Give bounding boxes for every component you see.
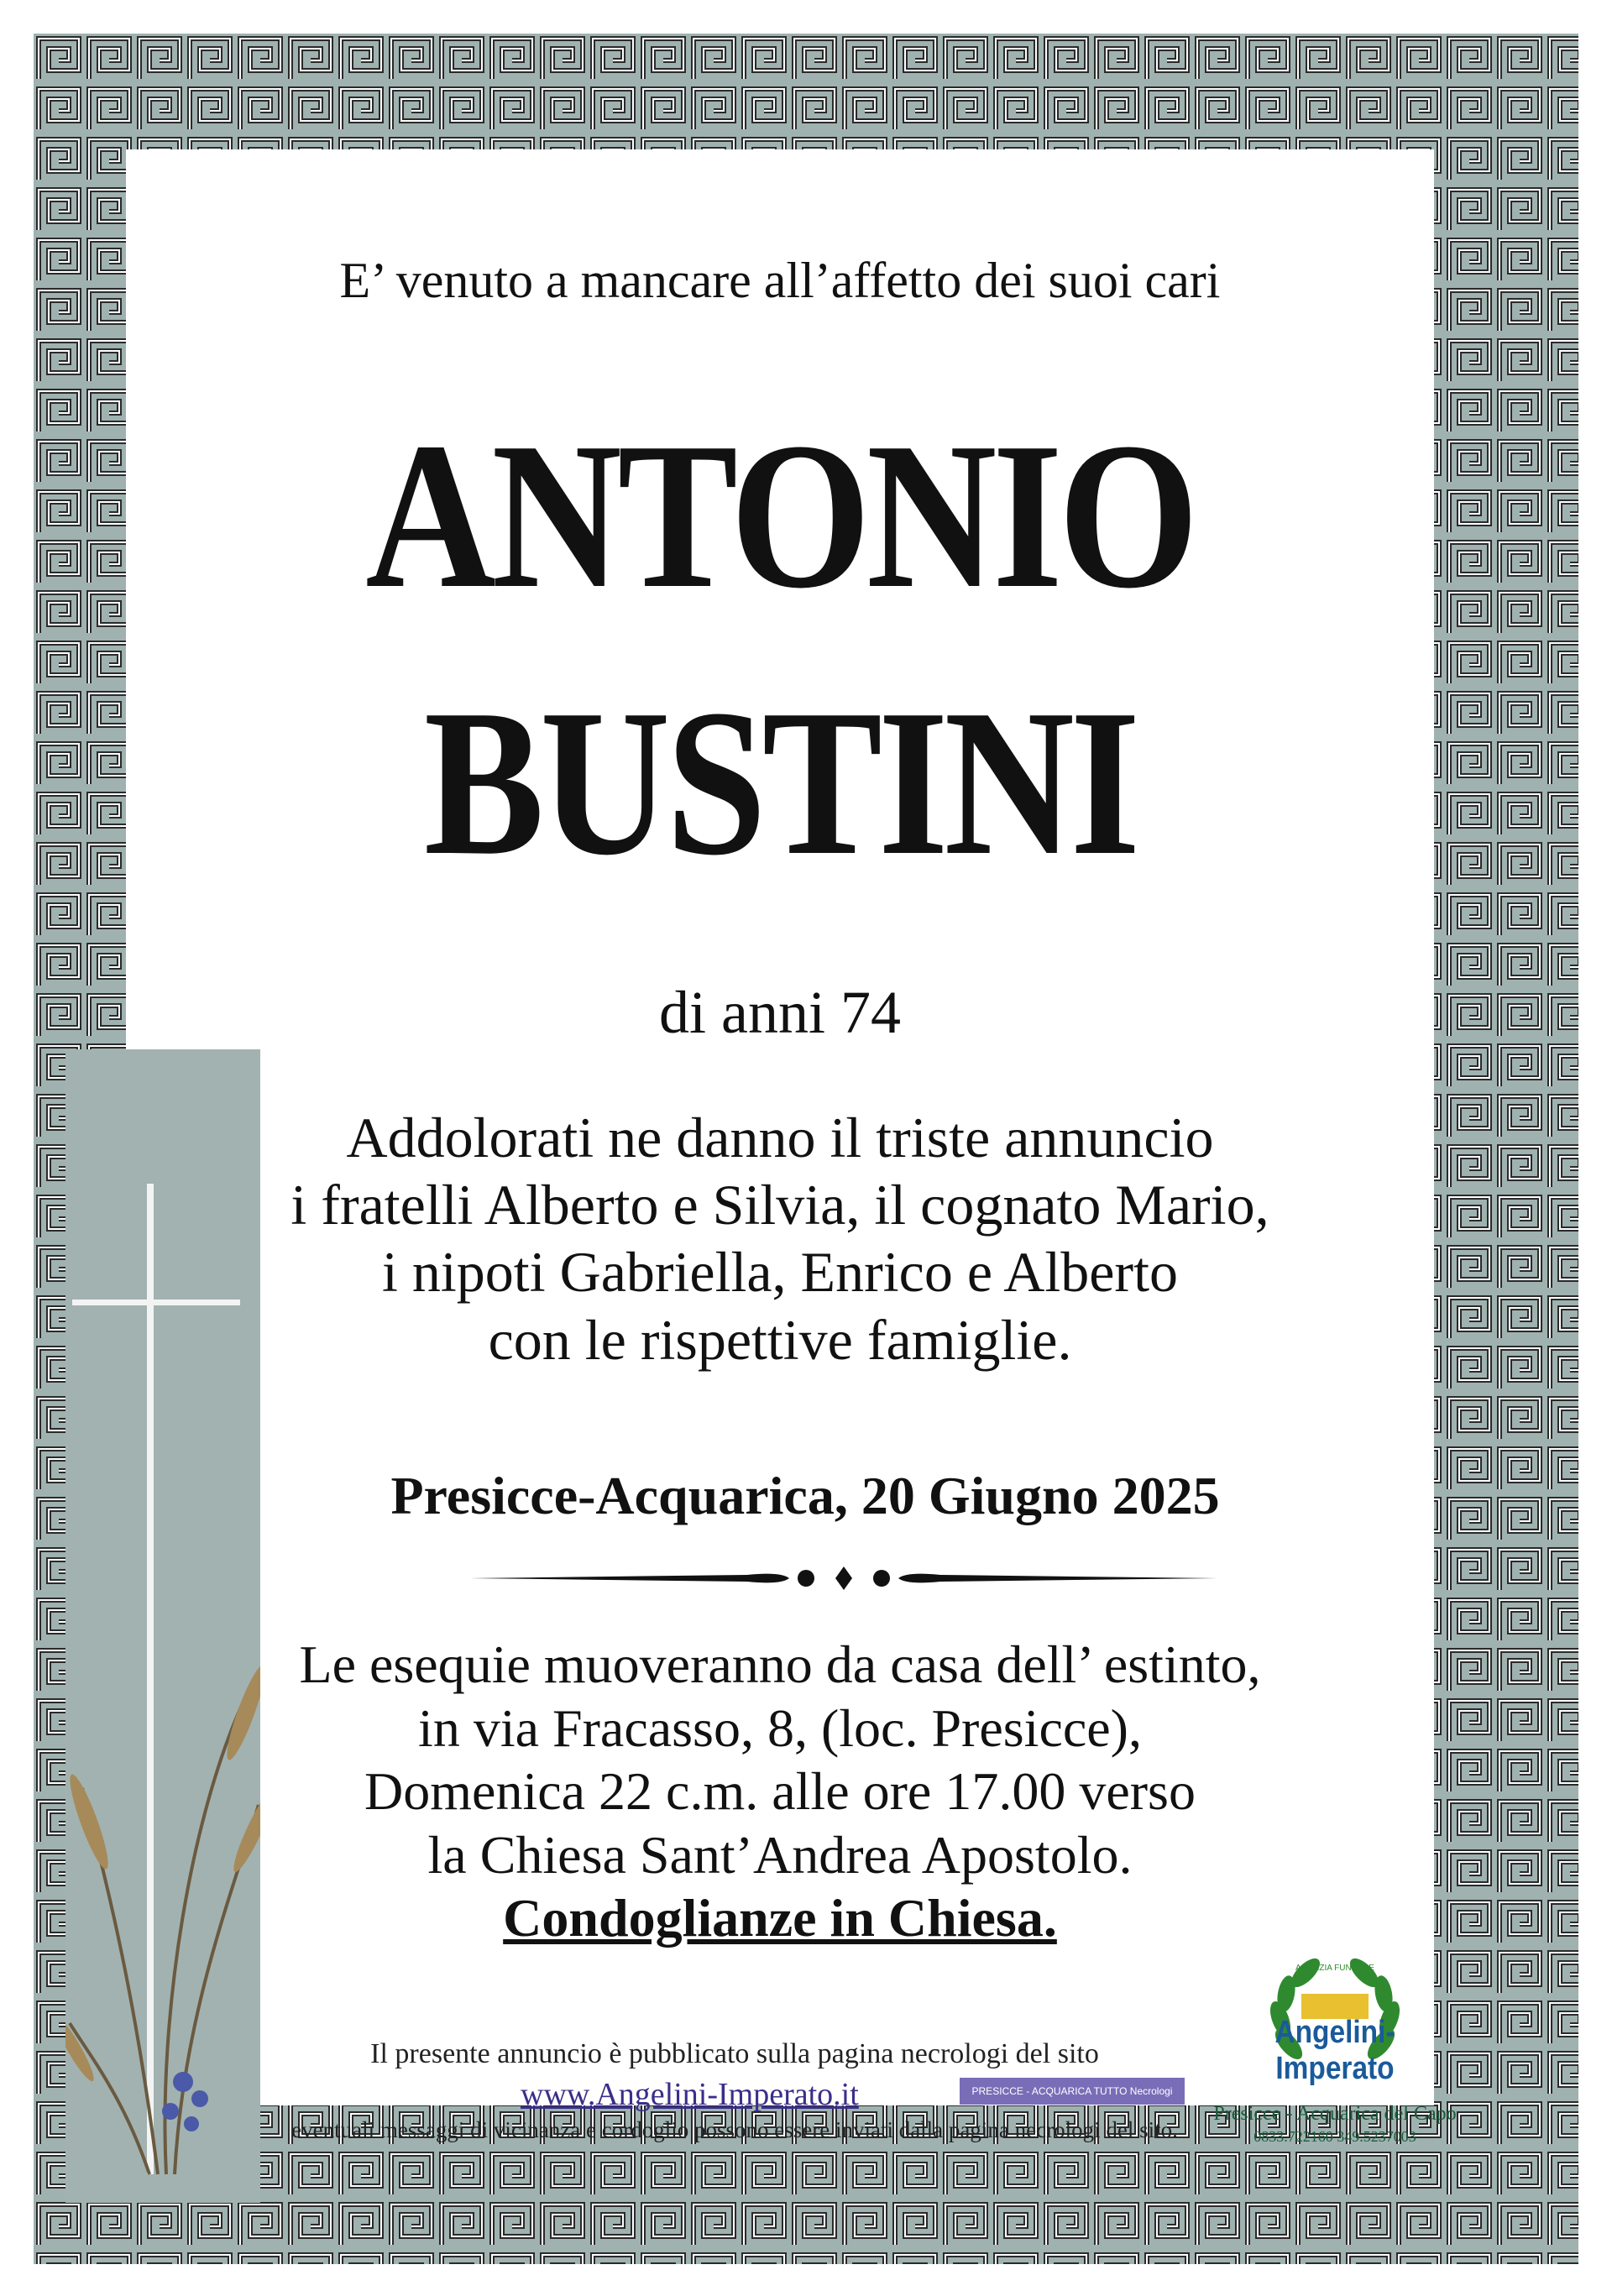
announcement-line: i fratelli Alberto e Silvia, il cognato Mario, <box>290 1173 1269 1237</box>
deceased-age: di anni 74 <box>659 979 901 1046</box>
funeral-line: Le esequie muoveranno da casa dell’ estinto, <box>299 1634 1261 1694</box>
funeral-line: Domenica 22 c.m. alle ore 17.00 verso <box>364 1761 1196 1822</box>
intro-text: E’ venuto a mancare all’affetto dei suoi cari <box>339 253 1221 308</box>
agency-address: Presicce - Acquarica del Capo <box>1213 2103 1457 2125</box>
funeral-line: la Chiesa Sant’Andrea Apostolo. <box>427 1824 1133 1885</box>
deceased-first-name: ANTONIO <box>365 400 1195 632</box>
footer-line: Il presente annuncio è pubblicato sulla pagina necrologi del sito <box>370 2038 1099 2069</box>
agency-phones: 0833.722160 349.5237003 <box>1253 2128 1416 2145</box>
announcement <box>126 1104 1434 1373</box>
condolences-note: Condoglianze in Chiesa. <box>503 1888 1057 1948</box>
agency-name: Angelini-Imperato <box>1274 2015 1395 2086</box>
footer-line: eventuali messaggi di vicinanza e cordoglio possono essere inviati dalla pagina necrologi del sito. <box>291 2117 1178 2143</box>
announcement-line: Addolorati ne danno il triste annuncio <box>346 1106 1214 1169</box>
svg-text:AGENZIA FUNEBRE: AGENZIA FUNEBRE <box>1295 1964 1374 1973</box>
funeral-details <box>126 1633 1434 1950</box>
website-link[interactable]: www.Angelini-Imperato.it <box>521 2076 859 2112</box>
ornamental-divider <box>470 1561 1217 1595</box>
announcement-line: con le rispettive famiglie. <box>488 1307 1072 1372</box>
funeral-line: in via Fracasso, 8, (loc. Presicce), <box>418 1697 1142 1758</box>
facebook-badge: PRESICCE - ACQUARICA TUTTO Necrologi <box>960 2078 1185 2105</box>
announcement-line: i nipoti Gabriella, Enrico e Alberto <box>382 1240 1178 1305</box>
place-date: Presicce-Acquarica, 20 Giugno 2025 <box>390 1466 1220 1525</box>
deceased-last-name: BUSTINI <box>423 667 1137 899</box>
